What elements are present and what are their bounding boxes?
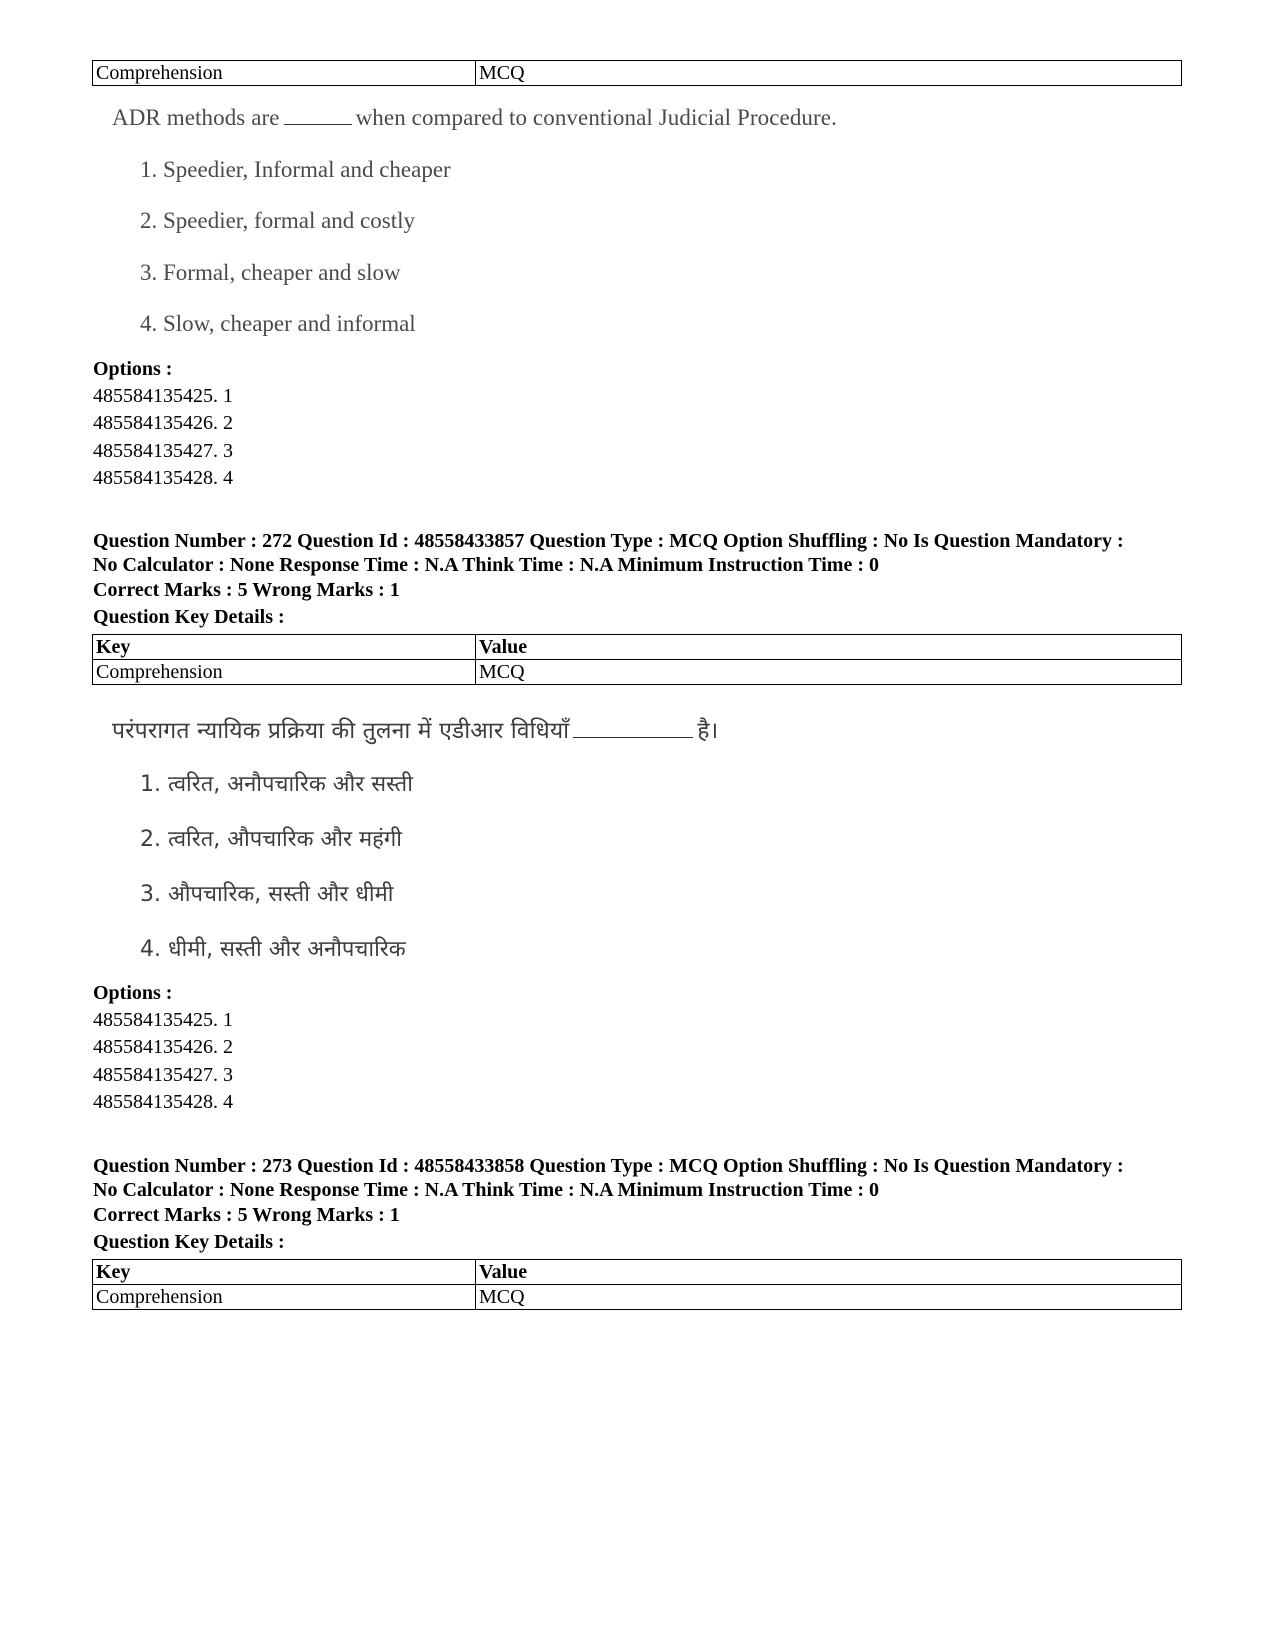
table-cell-value: MCQ xyxy=(476,1285,1182,1310)
stem-text-before: ADR methods are xyxy=(112,105,280,130)
options-label: Options : xyxy=(93,982,173,1004)
key-details-table xyxy=(92,1259,1182,1310)
option-item: 485584135426. 2 xyxy=(93,412,233,434)
table-header-row xyxy=(93,635,1182,660)
question-meta-273 xyxy=(93,1154,1193,1202)
table-cell-value: MCQ xyxy=(476,61,1182,86)
meta-line: No Calculator : None Response Time : N.A Think Time : N.A Minimum Instruction Time : 0 xyxy=(93,1179,879,1201)
option-item: 485584135425. 1 xyxy=(93,1009,233,1031)
choice-item: 4. Slow, cheaper and informal xyxy=(140,311,416,336)
top-key-table xyxy=(92,60,1182,86)
table-cell-key: Comprehension xyxy=(93,1285,476,1310)
options-label: Options : xyxy=(93,358,173,380)
table-header-value: Value xyxy=(476,1260,1182,1285)
blank-line xyxy=(573,719,693,738)
meta-line: Question Number : 273 Question Id : 48558433858 Question Type : MCQ Option Shuffling : No Is Question Mandatory : xyxy=(93,1155,1124,1177)
table-row xyxy=(93,660,1182,685)
choice-item: 1. Speedier, Informal and cheaper xyxy=(140,157,451,182)
option-item: 485584135427. 3 xyxy=(93,1064,233,1086)
table-header-value: Value xyxy=(476,635,1182,660)
key-details-label: Question Key Details : xyxy=(93,1231,285,1253)
option-item: 485584135426. 2 xyxy=(93,1036,233,1058)
choice-item: 3. औपचारिक, सस्ती और धीमी xyxy=(140,882,394,907)
option-item: 485584135425. 1 xyxy=(93,385,233,407)
table-header-key: Key xyxy=(93,1260,476,1285)
choice-item: 2. त्वरित, औपचारिक और महंगी xyxy=(140,827,402,852)
table-header-row xyxy=(93,1260,1182,1285)
option-item: 485584135427. 3 xyxy=(93,440,233,462)
blank-line xyxy=(284,106,352,125)
choice-item: 4. धीमी, सस्ती और अनौपचारिक xyxy=(140,937,406,962)
stem-text-after: है। xyxy=(697,718,719,744)
question-meta-272 xyxy=(93,529,1193,577)
choice-item: 1. त्वरित, अनौपचारिक और सस्ती xyxy=(140,772,413,797)
question-stem xyxy=(112,105,837,131)
table-row xyxy=(93,1285,1182,1310)
table-row xyxy=(93,61,1182,86)
question-stem xyxy=(112,713,718,745)
choice-item: 2. Speedier, formal and costly xyxy=(140,208,416,233)
choice-item: 3. Formal, cheaper and slow xyxy=(140,260,401,285)
stem-text-after: when compared to conventional Judicial Procedure. xyxy=(355,105,837,130)
key-details-label: Question Key Details : xyxy=(93,606,285,628)
option-item: 485584135428. 4 xyxy=(93,467,233,489)
table-header-key: Key xyxy=(93,635,476,660)
meta-line: Question Number : 272 Question Id : 48558433857 Question Type : MCQ Option Shuffling : No Is Question Mandatory : xyxy=(93,530,1124,552)
meta-line: No Calculator : None Response Time : N.A Think Time : N.A Minimum Instruction Time : 0 xyxy=(93,554,879,576)
option-item: 485584135428. 4 xyxy=(93,1091,233,1113)
table-cell-key: Comprehension xyxy=(93,61,476,86)
marks-line: Correct Marks : 5 Wrong Marks : 1 xyxy=(93,1204,400,1226)
table-cell-value: MCQ xyxy=(476,660,1182,685)
table-cell-key: Comprehension xyxy=(93,660,476,685)
key-details-table xyxy=(92,634,1182,685)
stem-text-before: परंपरागत न्यायिक प्रक्रिया की तुलना में एडीआर विधियाँ xyxy=(112,718,570,744)
marks-line: Correct Marks : 5 Wrong Marks : 1 xyxy=(93,579,400,601)
